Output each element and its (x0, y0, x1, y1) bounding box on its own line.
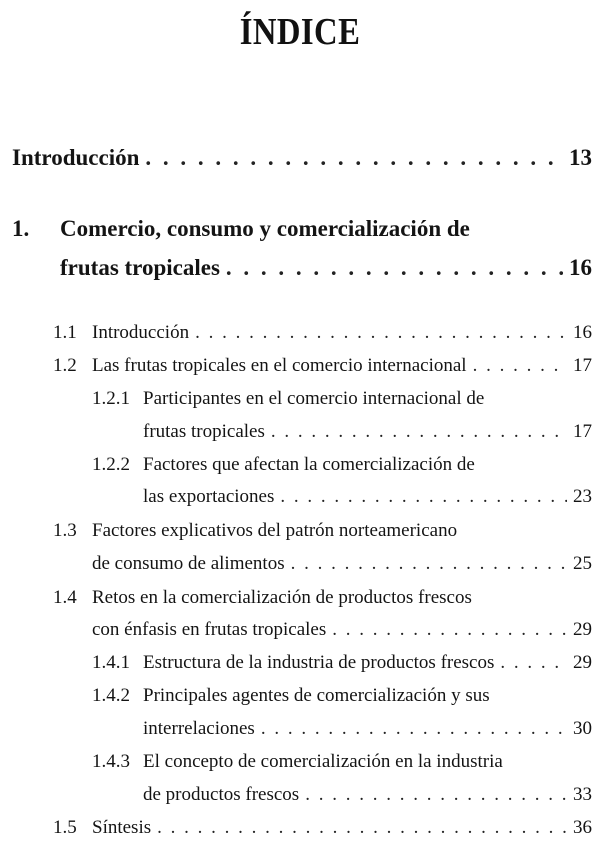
dot-leader (291, 553, 567, 575)
dot-leader (195, 322, 567, 344)
toc-entry-text: Síntesis (92, 817, 152, 838)
toc-entry-text: Las frutas tropicales en el comercio internacional (92, 355, 467, 376)
toc-entry-chapter-1 (60, 255, 592, 281)
toc-page-number: 17 (573, 421, 592, 442)
toc-page-number: 17 (573, 355, 592, 376)
dot-leader (271, 421, 567, 443)
toc-section-number: 1.1 (53, 322, 77, 343)
dot-leader (157, 817, 567, 839)
toc-entry-text-line2: con énfasis en frutas tropicales (92, 619, 327, 640)
dot-leader (305, 784, 567, 806)
toc-entry-text: Principales agentes de comercialización y sus (143, 685, 490, 706)
dot-leader (473, 355, 567, 377)
toc-section-number: 1.2 (53, 355, 77, 376)
toc-entry-1-5 (92, 817, 592, 839)
toc-section-number: 1.5 (53, 817, 77, 838)
dot-leader (500, 652, 567, 674)
dot-leader (145, 145, 563, 171)
toc-entry-text-line2: de productos frescos (143, 784, 300, 805)
toc-entry-text: El concepto de comercialización en la industria (143, 751, 503, 772)
toc-entry-text-line2: frutas tropicales (143, 421, 265, 442)
page-title: ÍNDICE (239, 11, 361, 53)
toc-entry-1-2-1 (143, 421, 592, 443)
toc-page-number: 23 (573, 486, 592, 507)
toc-entry-1-4-1 (143, 652, 592, 674)
dot-leader (261, 718, 567, 740)
toc-entry-text: Participantes en el comercio internacional de (143, 388, 485, 409)
toc-page-number: 25 (573, 553, 592, 574)
dot-leader (332, 619, 567, 641)
toc-entry-1-1 (92, 322, 592, 344)
toc-page-number: 13 (569, 145, 592, 170)
toc-page-number: 29 (573, 619, 592, 640)
toc-entry-text: Factores explicativos del patrón norteamericano (92, 520, 458, 541)
toc-entry-text: Introducción (92, 322, 190, 343)
toc-subsection-number: 1.2.1 (92, 388, 130, 409)
toc-page-number: 16 (573, 322, 592, 343)
toc-subsection-number: 1.4.1 (92, 652, 130, 673)
toc-subsection-number: 1.4.3 (92, 751, 130, 772)
toc-entry-introduccion (12, 145, 592, 171)
toc-entry-1-2 (92, 355, 592, 377)
toc-entry-text-line2: de consumo de alimentos (92, 553, 285, 574)
toc-subsection-number: 1.4.2 (92, 685, 130, 706)
dot-leader (280, 486, 567, 508)
toc-subsection-number: 1.2.2 (92, 454, 130, 475)
toc-page-number: 16 (569, 255, 592, 280)
toc-entry-text: Comercio, consumo y comercialización de (60, 216, 470, 241)
toc-entry-text: Factores que afectan la comercialización de (143, 454, 475, 475)
toc-entry-text-line2: las exportaciones (143, 486, 275, 507)
toc-page-number: 29 (573, 652, 592, 673)
toc-entry-1-4-2 (143, 718, 592, 740)
toc-entry-1-4 (92, 619, 592, 641)
toc-entry-1-2-2 (143, 486, 592, 508)
toc-section-number: 1.4 (53, 587, 77, 608)
toc-page-number: 30 (573, 718, 592, 739)
toc-entry-text: Introducción (12, 145, 140, 170)
toc-entry-1-3 (92, 553, 592, 575)
toc-entry-text-line2: frutas tropicales (60, 255, 220, 280)
toc-entry-1-4-3 (143, 784, 592, 806)
toc-entry-text: Estructura de la industria de productos frescos (143, 652, 495, 673)
toc-page-number: 36 (573, 817, 592, 838)
dot-leader (226, 255, 563, 281)
toc-page-number: 33 (573, 784, 592, 805)
toc-entry-text-line2: interrelaciones (143, 718, 255, 739)
toc-chapter-number: 1. (12, 216, 30, 241)
toc-entry-text: Retos en la comercialización de productos frescos (92, 587, 472, 608)
toc-section-number: 1.3 (53, 520, 77, 541)
